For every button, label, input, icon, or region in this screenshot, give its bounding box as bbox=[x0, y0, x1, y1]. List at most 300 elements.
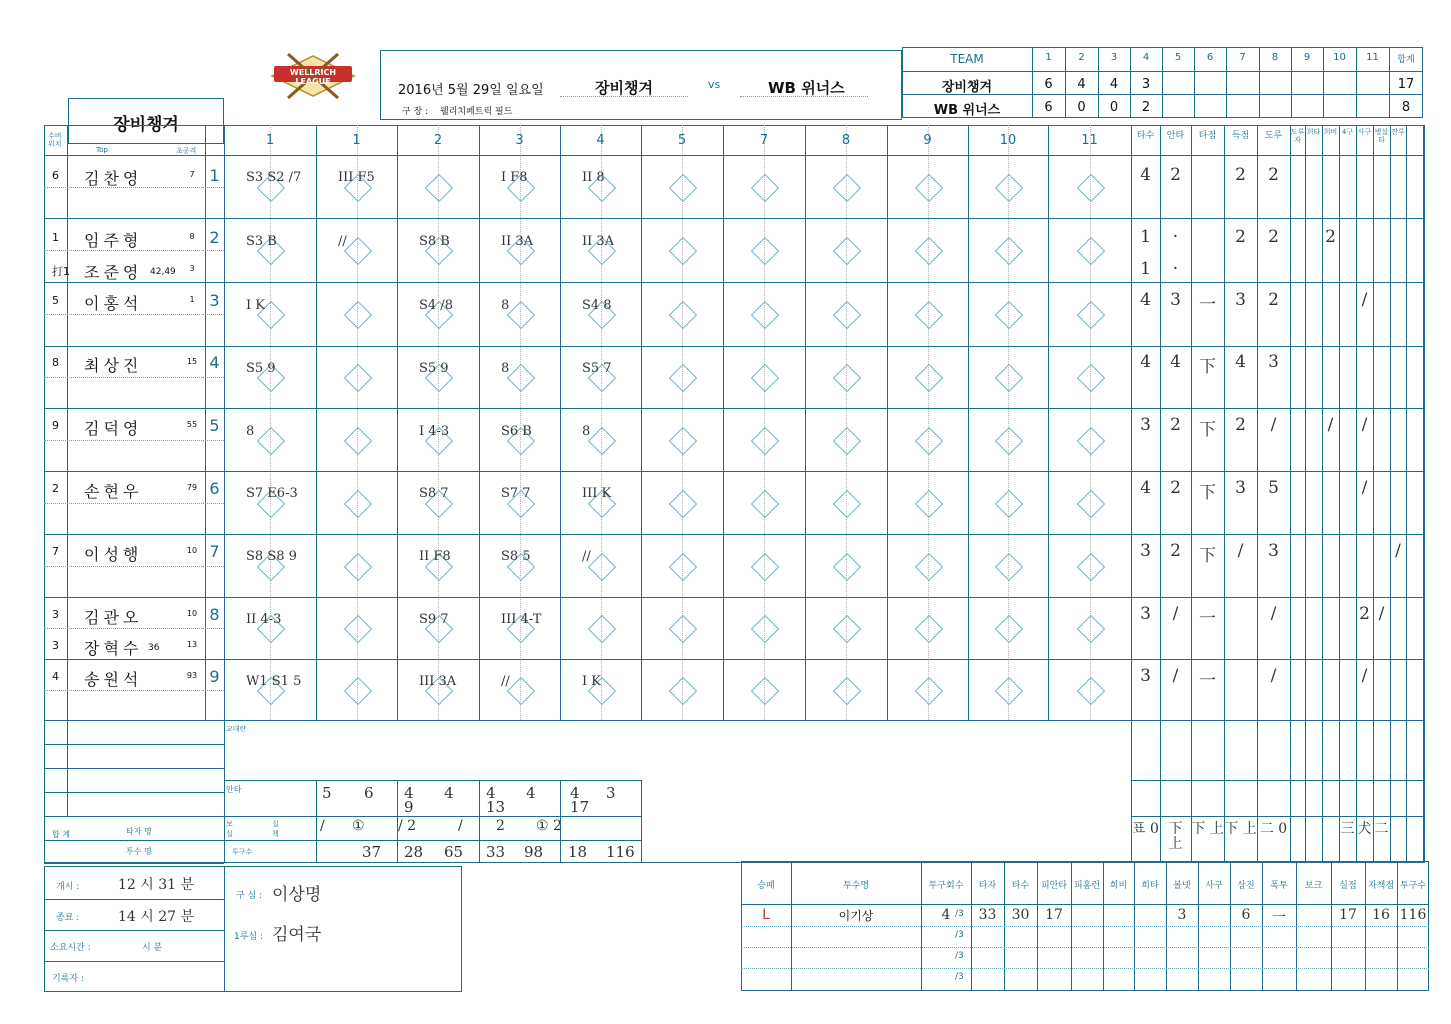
base-diamond bbox=[914, 173, 942, 201]
base-diamond bbox=[343, 676, 371, 704]
pitching-cell-pc: 116 bbox=[1399, 907, 1427, 923]
stat-value: / bbox=[1172, 604, 1179, 624]
base-diamond bbox=[833, 676, 861, 704]
play-notation: I K bbox=[582, 674, 601, 689]
home-team-name: 장비챙겨 bbox=[595, 79, 653, 97]
stat-value: 4 bbox=[1140, 165, 1151, 185]
linescore-inning-header: 6 bbox=[1206, 52, 1214, 63]
play-notation: I F8 bbox=[501, 170, 528, 185]
base-diamond bbox=[995, 237, 1023, 265]
errors-label: 보 실 bbox=[226, 820, 233, 838]
play-notation: S3 S2 /7 bbox=[246, 170, 302, 185]
batters-label: 타자 명 bbox=[126, 827, 152, 836]
linescore-runs-cell: 3 bbox=[1141, 77, 1151, 92]
player-name: 손현우 bbox=[84, 482, 143, 501]
base-diamond bbox=[914, 676, 942, 704]
batting-order: 1 bbox=[209, 166, 220, 185]
errors2-label: 실 책 bbox=[272, 820, 279, 838]
play-notation: 8 bbox=[582, 424, 591, 439]
stat-value: / bbox=[1395, 541, 1401, 561]
player-number: 93 bbox=[186, 671, 198, 680]
stat-total: 下 上 bbox=[1168, 821, 1183, 852]
linescore-inning-header: 1 bbox=[1045, 52, 1052, 63]
player-name: 장혁수 bbox=[84, 639, 143, 658]
play-notation: S8 7 bbox=[419, 486, 449, 501]
stat-value: 2 bbox=[1170, 541, 1181, 561]
linescore-inning-header: 11 bbox=[1366, 52, 1379, 63]
base-diamond bbox=[833, 552, 861, 580]
stat-value: / bbox=[1270, 666, 1277, 686]
pitching-header: 희비 bbox=[1109, 881, 1128, 891]
linescore-inning-header: 9 bbox=[1303, 52, 1311, 63]
first-base-umpire-label: 1루심 : bbox=[234, 932, 264, 942]
base-diamond bbox=[751, 676, 779, 704]
stat-value: 一 bbox=[1199, 671, 1216, 691]
play-notation: S5 9 bbox=[419, 361, 449, 376]
play-notation: S3 B bbox=[246, 234, 277, 249]
stat-total: 犬 bbox=[1357, 821, 1372, 837]
inning-header: 2 bbox=[433, 133, 443, 148]
pitchers-label: 투수 명 bbox=[126, 847, 152, 856]
alternate-label: 교대란 bbox=[226, 725, 247, 733]
player-name: 이성행 bbox=[84, 545, 143, 564]
play-notation: II 3A bbox=[582, 234, 615, 249]
stat-value: / bbox=[1361, 415, 1368, 435]
base-diamond bbox=[669, 237, 697, 265]
stat-value: 下 bbox=[1199, 357, 1216, 377]
base-diamond bbox=[669, 301, 697, 329]
stat-value: · bbox=[1172, 227, 1179, 247]
play-notation: II 3A bbox=[501, 234, 534, 249]
player-name: 김덕영 bbox=[84, 419, 143, 438]
play-notation: S4 /8 bbox=[419, 298, 453, 313]
hits-label: 안타 bbox=[226, 785, 242, 794]
inning-hits: 3 bbox=[606, 784, 616, 802]
stat-value: 3 bbox=[1235, 290, 1246, 310]
pitching-outs: /3 bbox=[955, 951, 964, 961]
inning-hits: 4 bbox=[526, 784, 536, 802]
stat-value: / bbox=[1237, 541, 1244, 561]
stat-header: 4구 bbox=[1341, 128, 1354, 136]
play-notation: S7 E6-3 bbox=[246, 486, 298, 501]
inning-errors: / 2 bbox=[398, 818, 417, 834]
base-diamond bbox=[833, 489, 861, 517]
play-notation: III 3A bbox=[419, 674, 457, 689]
player-number: 15 bbox=[186, 357, 198, 366]
linescore-total-cell: 17 bbox=[1397, 77, 1415, 92]
linescore-runs-cell: 4 bbox=[1109, 77, 1119, 92]
play-notation: 8 bbox=[246, 424, 255, 439]
base-diamond bbox=[669, 489, 697, 517]
pitch-count-label: 투구수 bbox=[232, 848, 253, 856]
play-notation: W1 S1 5 bbox=[246, 674, 302, 689]
base-diamond bbox=[343, 301, 371, 329]
inning-errors: / bbox=[320, 818, 325, 834]
linescore-inning-header: 5 bbox=[1174, 52, 1182, 63]
stat-value: 2 bbox=[1235, 165, 1246, 185]
player-number: 7 bbox=[189, 170, 195, 179]
umpire-label: 구 심 : bbox=[236, 891, 263, 901]
play-notation: // bbox=[338, 234, 347, 249]
stat-total: 표 0 bbox=[1132, 821, 1159, 837]
pitching-header: 희타 bbox=[1141, 881, 1159, 891]
player-name: 송원석 bbox=[84, 670, 143, 689]
batting-order: 7 bbox=[209, 542, 220, 561]
end-time-label: 종료 : bbox=[56, 913, 80, 923]
player-position: 打1 bbox=[52, 265, 70, 278]
base-diamond bbox=[343, 426, 371, 454]
play-notation: III 4-T bbox=[501, 612, 542, 627]
play-notation: S8 5 bbox=[501, 549, 531, 564]
base-diamond bbox=[1076, 364, 1104, 392]
player-extra: 36 bbox=[148, 643, 160, 653]
base-diamond bbox=[833, 237, 861, 265]
stat-value: 2 bbox=[1235, 415, 1246, 435]
stat-value: 2 bbox=[1268, 165, 1279, 185]
base-diamond bbox=[833, 615, 861, 643]
inning-errors: / bbox=[458, 818, 463, 834]
stat-value: / bbox=[1361, 478, 1368, 498]
inning-header: 10 bbox=[999, 133, 1017, 148]
base-diamond bbox=[1076, 237, 1104, 265]
inning-header: 9 bbox=[923, 133, 932, 148]
play-notation: III F5 bbox=[338, 170, 375, 185]
stat-value: 3 bbox=[1140, 666, 1151, 686]
base-diamond bbox=[751, 426, 779, 454]
inning-header: 3 bbox=[515, 133, 524, 148]
inning-pitch-count: 33 bbox=[486, 843, 506, 861]
stat-total: 下 上 bbox=[1191, 821, 1224, 837]
stat-value: / bbox=[1378, 604, 1385, 624]
stat-header: 타점 bbox=[1198, 131, 1217, 141]
pitching-header: 투수명 bbox=[842, 881, 870, 891]
linescore-runs-cell: 0 bbox=[1109, 100, 1119, 115]
batting-order: 8 bbox=[209, 605, 220, 624]
player-name: 이홍석 bbox=[84, 294, 143, 313]
stat-header: 사구 bbox=[1357, 128, 1372, 136]
base-diamond bbox=[914, 301, 942, 329]
base-diamond bbox=[1076, 552, 1104, 580]
first-base-umpire: 김여국 bbox=[272, 925, 322, 945]
pitching-header: 볼넷 bbox=[1173, 881, 1191, 891]
base-diamond bbox=[669, 364, 697, 392]
stat-value: / bbox=[1270, 415, 1277, 435]
pitching-header: 타수 bbox=[1011, 881, 1030, 891]
base-diamond bbox=[914, 237, 942, 265]
venue: 웰리치페트릭 필드 bbox=[440, 107, 513, 117]
pitching-cell-batters: 33 bbox=[978, 907, 997, 923]
stat-value: 4 bbox=[1235, 352, 1246, 372]
total-label: 합 계 bbox=[52, 830, 70, 839]
start-time: 12 시 31 분 bbox=[118, 877, 195, 893]
base-diamond bbox=[914, 489, 942, 517]
player-number: 1 bbox=[189, 295, 195, 304]
pitching-header: 타자 bbox=[978, 881, 997, 891]
top-header: Top bbox=[96, 146, 108, 154]
stat-value: 3 bbox=[1140, 604, 1151, 624]
inning-hits: 5 bbox=[322, 784, 332, 802]
linescore-total-header: 합계 bbox=[1397, 55, 1415, 65]
stat-value: 3 bbox=[1235, 478, 1246, 498]
pitching-header: 투구회수 bbox=[928, 881, 964, 891]
inning-pitch-count: 18 bbox=[568, 843, 588, 861]
stat-value: 3 bbox=[1140, 415, 1151, 435]
player-position: 2 bbox=[52, 482, 59, 495]
play-notation: S4 8 bbox=[582, 298, 612, 313]
stat-value: 1 bbox=[1140, 259, 1151, 279]
player-position: 4 bbox=[52, 670, 59, 683]
stat-header: 희비 bbox=[1323, 128, 1338, 136]
stat-header: 안타 bbox=[1166, 131, 1185, 141]
linescore-inning-header: 2 bbox=[1078, 52, 1085, 63]
base-diamond bbox=[751, 237, 779, 265]
duration-label: 소요시간 : bbox=[50, 943, 91, 953]
pitching-outs: /3 bbox=[955, 930, 964, 940]
pitching-cell-bb: 3 bbox=[1177, 907, 1187, 923]
base-diamond bbox=[914, 615, 942, 643]
play-notation: II 8 bbox=[582, 170, 605, 185]
stat-value: 4 bbox=[1140, 478, 1151, 498]
pitching-cell-r: 17 bbox=[1339, 907, 1357, 923]
stat-value: 一 bbox=[1199, 609, 1216, 629]
base-diamond bbox=[1076, 676, 1104, 704]
base-diamond bbox=[833, 426, 861, 454]
pitching-header: 투구수 bbox=[1399, 881, 1427, 891]
pitching-header: 사구 bbox=[1205, 881, 1223, 891]
inning-hits: 4 17 bbox=[570, 784, 590, 816]
stat-value: 5 bbox=[1268, 478, 1279, 498]
base-diamond bbox=[669, 426, 697, 454]
stat-value: 2 bbox=[1359, 604, 1370, 624]
stat-value: · bbox=[1172, 259, 1179, 279]
stat-value: 下 bbox=[1199, 546, 1216, 566]
pitching-header: 보크 bbox=[1304, 881, 1323, 891]
inning-header: 1 bbox=[265, 133, 275, 148]
base-diamond bbox=[833, 173, 861, 201]
inning-header: 5 bbox=[677, 133, 687, 148]
player-name: 임주형 bbox=[84, 231, 143, 250]
stat-total: 三 bbox=[1340, 821, 1355, 837]
base-diamond bbox=[425, 173, 453, 201]
stat-value: 3 bbox=[1268, 541, 1279, 561]
pitching-cell-innings: 4 bbox=[941, 907, 951, 923]
stat-header: 득점 bbox=[1231, 131, 1250, 141]
inning-errors: ① 2 bbox=[536, 818, 562, 834]
play-notation: // bbox=[582, 549, 591, 564]
stat-value: 2 bbox=[1325, 227, 1336, 247]
base-diamond bbox=[833, 364, 861, 392]
base-diamond bbox=[914, 426, 942, 454]
batting-order: 6 bbox=[209, 479, 220, 498]
stat-value: 下 bbox=[1199, 420, 1216, 440]
base-diamond bbox=[343, 364, 371, 392]
player-name: 김관오 bbox=[84, 608, 143, 627]
stat-value: 2 bbox=[1170, 478, 1181, 498]
linescore-inning-header: 7 bbox=[1239, 52, 1246, 63]
base-diamond bbox=[751, 489, 779, 517]
inning-header: 4 bbox=[596, 133, 605, 148]
play-notation: II F8 bbox=[419, 549, 451, 564]
player-name: 조준영 bbox=[84, 263, 143, 282]
player-position: 3 bbox=[52, 608, 59, 621]
base-diamond bbox=[914, 552, 942, 580]
play-notation: // bbox=[501, 674, 510, 689]
linescore-team-name: WB 위너스 bbox=[933, 103, 1001, 118]
linescore-team-header: TEAM bbox=[950, 52, 984, 66]
player-number: 79 bbox=[186, 483, 198, 492]
base-diamond bbox=[343, 552, 371, 580]
base-diamond bbox=[1076, 615, 1104, 643]
player-position: 9 bbox=[52, 419, 59, 432]
pitching-cell-ab: 30 bbox=[1011, 907, 1030, 923]
play-notation: 8 bbox=[501, 361, 510, 376]
start-time-label: 개시 : bbox=[56, 882, 80, 892]
stat-value: 2 bbox=[1235, 227, 1246, 247]
inning-hits: 4 13 bbox=[486, 784, 506, 816]
home-plate-umpire: 이상명 bbox=[272, 885, 322, 905]
stat-value: / bbox=[1361, 666, 1368, 686]
batting-order: 3 bbox=[209, 291, 220, 310]
inning-header: 11 bbox=[1081, 133, 1098, 148]
player-position: 7 bbox=[52, 545, 59, 558]
play-notation: S9 7 bbox=[419, 612, 449, 627]
player-position: 1 bbox=[52, 231, 59, 244]
pitching-outs: /3 bbox=[955, 972, 964, 982]
player-extra: 42,49 bbox=[150, 267, 176, 277]
stat-value: 2 bbox=[1170, 415, 1181, 435]
linescore-total-cell: 8 bbox=[1401, 100, 1411, 115]
pitching-outs: /3 bbox=[955, 909, 964, 919]
end-time: 14 시 27 분 bbox=[118, 909, 195, 925]
pitching-header: 폭투 bbox=[1270, 881, 1288, 891]
linescore-inning-header: 10 bbox=[1333, 52, 1346, 63]
base-diamond bbox=[995, 364, 1023, 392]
linescore-inning-header: 8 bbox=[1271, 52, 1279, 63]
stat-value: 4 bbox=[1140, 352, 1151, 372]
base-diamond bbox=[1076, 301, 1104, 329]
base-diamond bbox=[751, 173, 779, 201]
stat-value: 4 bbox=[1140, 290, 1151, 310]
play-notation: I K bbox=[246, 298, 265, 313]
base-diamond bbox=[751, 364, 779, 392]
inning-header: 1 bbox=[352, 133, 361, 148]
base-diamond bbox=[995, 552, 1023, 580]
play-notation: S7 7 bbox=[501, 486, 531, 501]
pitching-header: 삼진 bbox=[1237, 881, 1255, 891]
inning-pitch-count: 116 bbox=[606, 843, 635, 861]
linescore-runs-cell: 0 bbox=[1077, 100, 1086, 115]
base-diamond bbox=[995, 426, 1023, 454]
linescore-team-name: 장비챙겨 bbox=[941, 80, 993, 95]
stat-value: 3 bbox=[1170, 290, 1181, 310]
base-diamond bbox=[914, 364, 942, 392]
base-diamond bbox=[751, 301, 779, 329]
inning-pitch-count: 28 bbox=[404, 843, 424, 861]
linescore-runs-cell: 2 bbox=[1141, 100, 1151, 115]
pitching-header: 피홈런 bbox=[1073, 881, 1101, 891]
linescore-inning-header: 3 bbox=[1110, 52, 1118, 63]
inning-hits: 4 9 bbox=[404, 784, 414, 816]
stat-total: 二 0 bbox=[1259, 821, 1288, 837]
pitching-cell-er: 16 bbox=[1372, 907, 1390, 923]
pitching-header: 자책점 bbox=[1367, 881, 1395, 891]
league-logo-text: WELLRICH LEAGUE bbox=[289, 68, 337, 86]
duration: 시 분 bbox=[142, 943, 163, 953]
base-diamond bbox=[669, 173, 697, 201]
stat-header: 도루자 bbox=[1290, 128, 1305, 144]
base-diamond bbox=[343, 489, 371, 517]
stat-value: / bbox=[1327, 415, 1334, 435]
play-notation: 8 bbox=[501, 298, 510, 313]
stat-value: 3 bbox=[1140, 541, 1151, 561]
player-position: 8 bbox=[52, 356, 59, 369]
stat-value: / bbox=[1361, 290, 1368, 310]
player-position: 6 bbox=[52, 169, 59, 182]
base-diamond bbox=[669, 552, 697, 580]
backno-header: 초공격 bbox=[176, 147, 197, 155]
inning-errors: ① bbox=[352, 818, 365, 834]
batting-order: 9 bbox=[209, 667, 220, 686]
base-diamond bbox=[833, 301, 861, 329]
inning-header: 7 bbox=[759, 133, 769, 148]
play-notation: S8 S8 9 bbox=[246, 549, 297, 564]
stat-value: / bbox=[1172, 666, 1179, 686]
batting-order: 5 bbox=[209, 416, 220, 435]
vs-label: vs bbox=[708, 78, 721, 91]
player-name: 김찬영 bbox=[84, 169, 143, 188]
stat-value: 2 bbox=[1268, 227, 1279, 247]
play-notation: S5 9 bbox=[246, 361, 276, 376]
base-diamond bbox=[669, 615, 697, 643]
inning-hits: 4 bbox=[444, 784, 454, 802]
linescore-runs-cell: 6 bbox=[1044, 100, 1053, 115]
player-number: 55 bbox=[186, 420, 198, 429]
scorer-label: 기록자 : bbox=[52, 974, 84, 984]
stat-total: 二 bbox=[1374, 821, 1389, 837]
inning-errors: 2 bbox=[496, 818, 505, 834]
base-diamond bbox=[1076, 426, 1104, 454]
batting-order: 2 bbox=[209, 228, 220, 247]
stat-header: 희타 bbox=[1306, 128, 1321, 136]
play-notation: S8 B bbox=[419, 234, 450, 249]
stat-header: 타수 bbox=[1136, 131, 1155, 141]
stat-value: 一 bbox=[1199, 295, 1216, 315]
play-notation: I 4-3 bbox=[419, 424, 450, 439]
base-diamond bbox=[751, 615, 779, 643]
inning-hits: 6 bbox=[364, 784, 374, 802]
stat-header: 도루 bbox=[1264, 131, 1283, 141]
base-diamond bbox=[1076, 173, 1104, 201]
stat-header: 잔루 bbox=[1391, 128, 1405, 136]
player-number: 13 bbox=[186, 640, 198, 649]
stat-value: 1 bbox=[1140, 227, 1151, 247]
pitching-cell-name: 이기상 bbox=[838, 909, 874, 923]
base-diamond bbox=[343, 615, 371, 643]
player-name: 최상진 bbox=[84, 356, 143, 375]
stat-value: / bbox=[1270, 604, 1277, 624]
pitching-cell-hits: 17 bbox=[1045, 907, 1063, 923]
inning-header: 8 bbox=[841, 133, 851, 148]
lineup-team-name: 장비챙겨 bbox=[113, 115, 179, 135]
pitching-header: 피안타 bbox=[1040, 881, 1068, 891]
linescore-inning-header: 4 bbox=[1142, 52, 1150, 63]
base-diamond bbox=[995, 301, 1023, 329]
stat-value: 3 bbox=[1268, 352, 1279, 372]
inning-pitch-count: 65 bbox=[444, 843, 464, 861]
base-diamond bbox=[1076, 489, 1104, 517]
away-team-name: WB 위너스 bbox=[768, 79, 845, 97]
player-number: 10 bbox=[186, 546, 198, 555]
